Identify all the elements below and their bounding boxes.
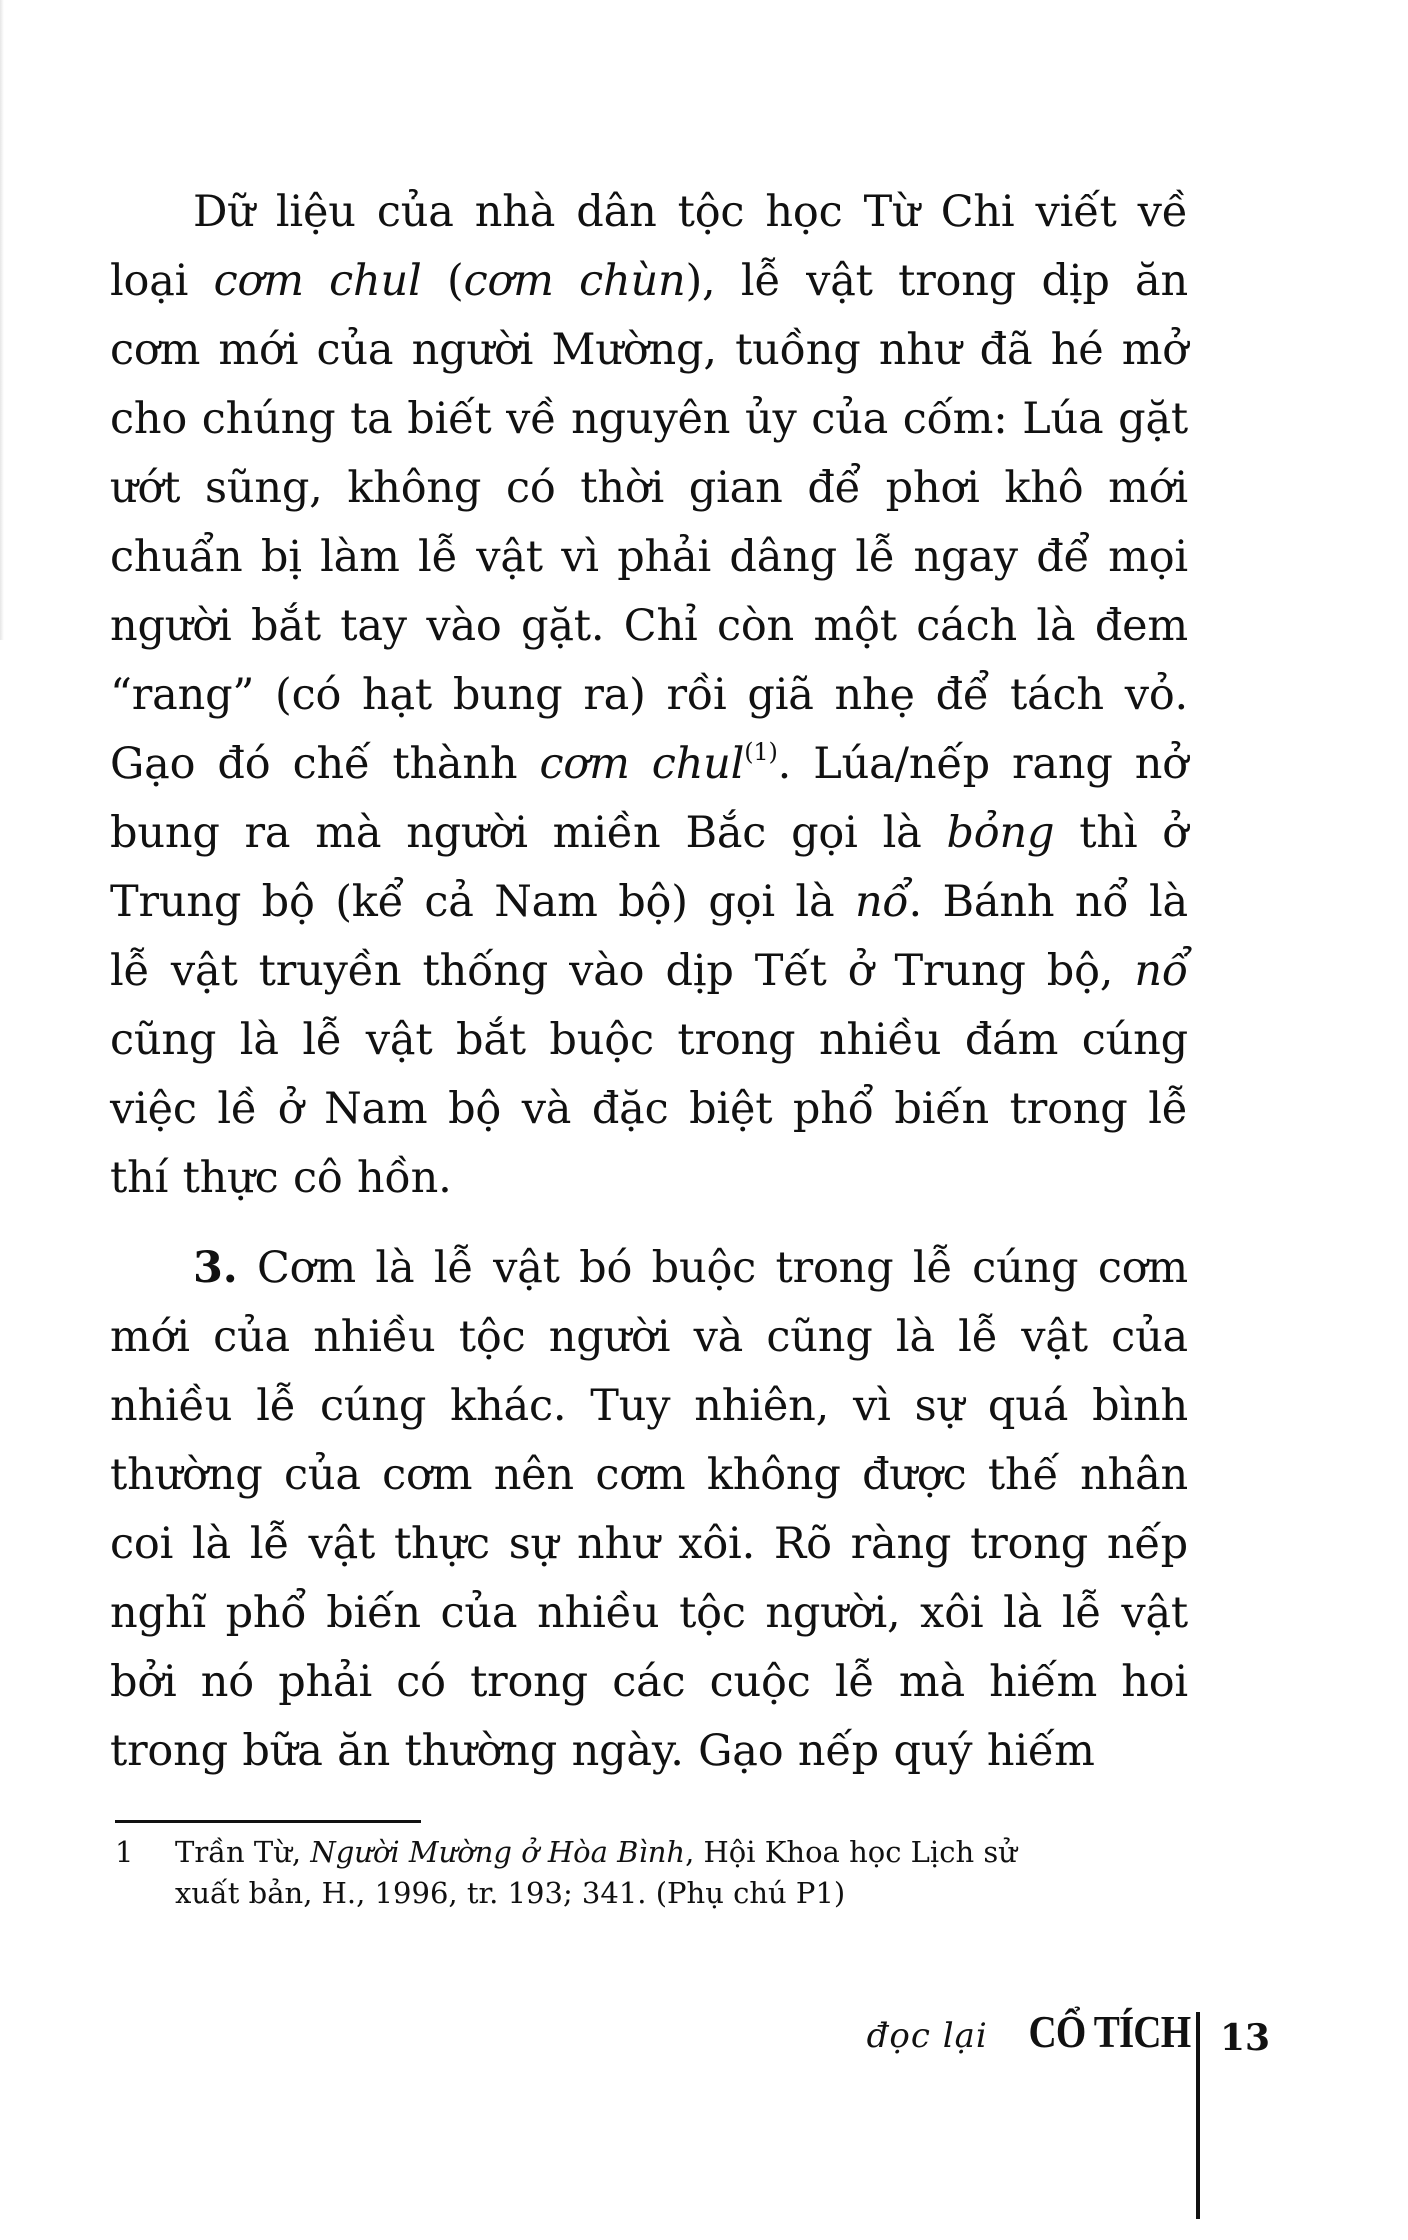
text-segment: loại (110, 256, 214, 306)
text-segment: ướt sũng, không có thời gian để phơi khô mới (110, 463, 1188, 513)
body-line (110, 1579, 1188, 1648)
body-line (110, 178, 1188, 247)
running-footer-title: CỔ TÍCH (1028, 2006, 1190, 2057)
body-line (110, 316, 1188, 385)
text-segment: bung ra mà người miền Bắc gọi là (110, 808, 947, 858)
body-line (110, 1717, 1188, 1786)
paragraph-gap (110, 1213, 1188, 1234)
running-footer (860, 2005, 1190, 2065)
text-segment: Dữ liệu của nhà dân tộc học Từ Chi viết về (193, 187, 1188, 237)
running-footer-script: đọc lại (866, 2016, 988, 2056)
italic-term: nổ (1134, 946, 1188, 996)
text-segment: cho chúng ta biết về nguyên ủy của cốm: Lúa gặt (110, 394, 1188, 444)
body-line (110, 661, 1188, 730)
italic-term: bỏng (946, 808, 1055, 858)
footnote-number: 1 (115, 1835, 134, 1869)
text-segment: Trung bộ (kể cả Nam bộ) gọi là (110, 877, 855, 927)
footnote-separator-rule (115, 1820, 421, 1823)
footer-vertical-rule (1196, 2012, 1200, 2219)
body-line (110, 1648, 1188, 1717)
text-segment: bởi nó phải có trong các cuộc lễ mà hiếm hoi (110, 1657, 1188, 1707)
body-line (110, 592, 1188, 661)
text-segment: coi là lễ vật thực sự như xôi. Rõ ràng trong nếp (110, 1519, 1188, 1569)
body-line (110, 523, 1188, 592)
text-segment: nhiều lễ cúng khác. Tuy nhiên, vì sự quá bình (110, 1381, 1188, 1431)
text-segment: Trần Từ, (175, 1835, 311, 1869)
footnote-line (175, 1873, 1195, 1914)
footnote (115, 1832, 1195, 1914)
body-line (110, 1006, 1188, 1075)
text-segment: việc lề ở Nam bộ và đặc biệt phổ biến trong lễ (110, 1084, 1188, 1134)
text-segment: cơm mới của người Mường, tuồng như đã hé mở (110, 325, 1188, 375)
italic-term: cơm chul (213, 256, 422, 306)
text-segment: người bắt tay vào gặt. Chỉ còn một cách là đem (110, 601, 1188, 651)
italic-term: nổ (854, 877, 909, 927)
paragraph-2 (110, 1234, 1188, 1786)
body-line (110, 1234, 1188, 1303)
body-line (110, 454, 1188, 523)
body-line (110, 1075, 1188, 1144)
text-segment: Cơm là lễ vật bó buộc trong lễ cúng cơm (237, 1243, 1188, 1293)
text-segment: , Hội Khoa học Lịch sử (685, 1835, 1017, 1869)
text-segment: chuẩn bị làm lễ vật vì phải dâng lễ ngay để mọi (110, 532, 1188, 582)
text-segment: trong bữa ăn thường ngày. Gạo nếp quý hiếm (110, 1726, 1095, 1776)
body-line (110, 1372, 1188, 1441)
text-segment: nghĩ phổ biến của nhiều tộc người, xôi là lễ vật (110, 1588, 1188, 1638)
text-segment: thường của cơm nên cơm không được thế nhân (110, 1450, 1188, 1500)
italic-term: cơm chul (539, 739, 745, 789)
footnote-line (175, 1832, 1195, 1873)
text-segment: . Bánh nổ là (908, 877, 1188, 927)
text-segment: Gạo đó chế thành (110, 739, 540, 789)
page-number: 13 (1220, 2017, 1271, 2059)
paragraph-1 (110, 178, 1188, 1213)
body-line (110, 937, 1188, 1006)
body-text (110, 178, 1188, 1786)
body-line (110, 1303, 1188, 1372)
text-segment: cũng là lễ vật bắt buộc trong nhiều đám cúng (110, 1015, 1188, 1065)
text-segment: thí thực cô hồn. (110, 1153, 452, 1203)
text-segment: xuất bản, H., 1996, tr. 193; 341. (Phụ chú P1) (175, 1876, 846, 1910)
body-line (110, 730, 1188, 799)
italic-term: cơm chùn (463, 256, 686, 306)
section-number: 3. (193, 1243, 238, 1293)
text-segment: . Lúa/nếp rang nở (777, 739, 1188, 789)
text-segment: “rang” (có hạt bung ra) rồi giã nhẹ để tách vỏ. (110, 670, 1188, 720)
page-edge-shadow (0, 0, 4, 640)
text-segment: mới của nhiều tộc người và cũng là lễ vật của (110, 1312, 1188, 1362)
body-line (110, 868, 1188, 937)
footnote-body (175, 1832, 1195, 1914)
body-line (110, 247, 1188, 316)
body-line (110, 385, 1188, 454)
footnote-reference[interactable]: (1) (744, 738, 778, 766)
text-segment: thì ở (1054, 808, 1188, 858)
body-line (110, 1441, 1188, 1510)
body-line (110, 799, 1188, 868)
text-segment: lễ vật truyền thống vào dịp Tết ở Trung bộ, (110, 946, 1135, 996)
text-segment: ( (421, 256, 464, 306)
body-line (110, 1510, 1188, 1579)
body-line (110, 1144, 1188, 1213)
cited-title: Người Mường ở Hòa Bình (310, 1835, 686, 1869)
text-segment: ), lễ vật trong dịp ăn (685, 256, 1188, 306)
